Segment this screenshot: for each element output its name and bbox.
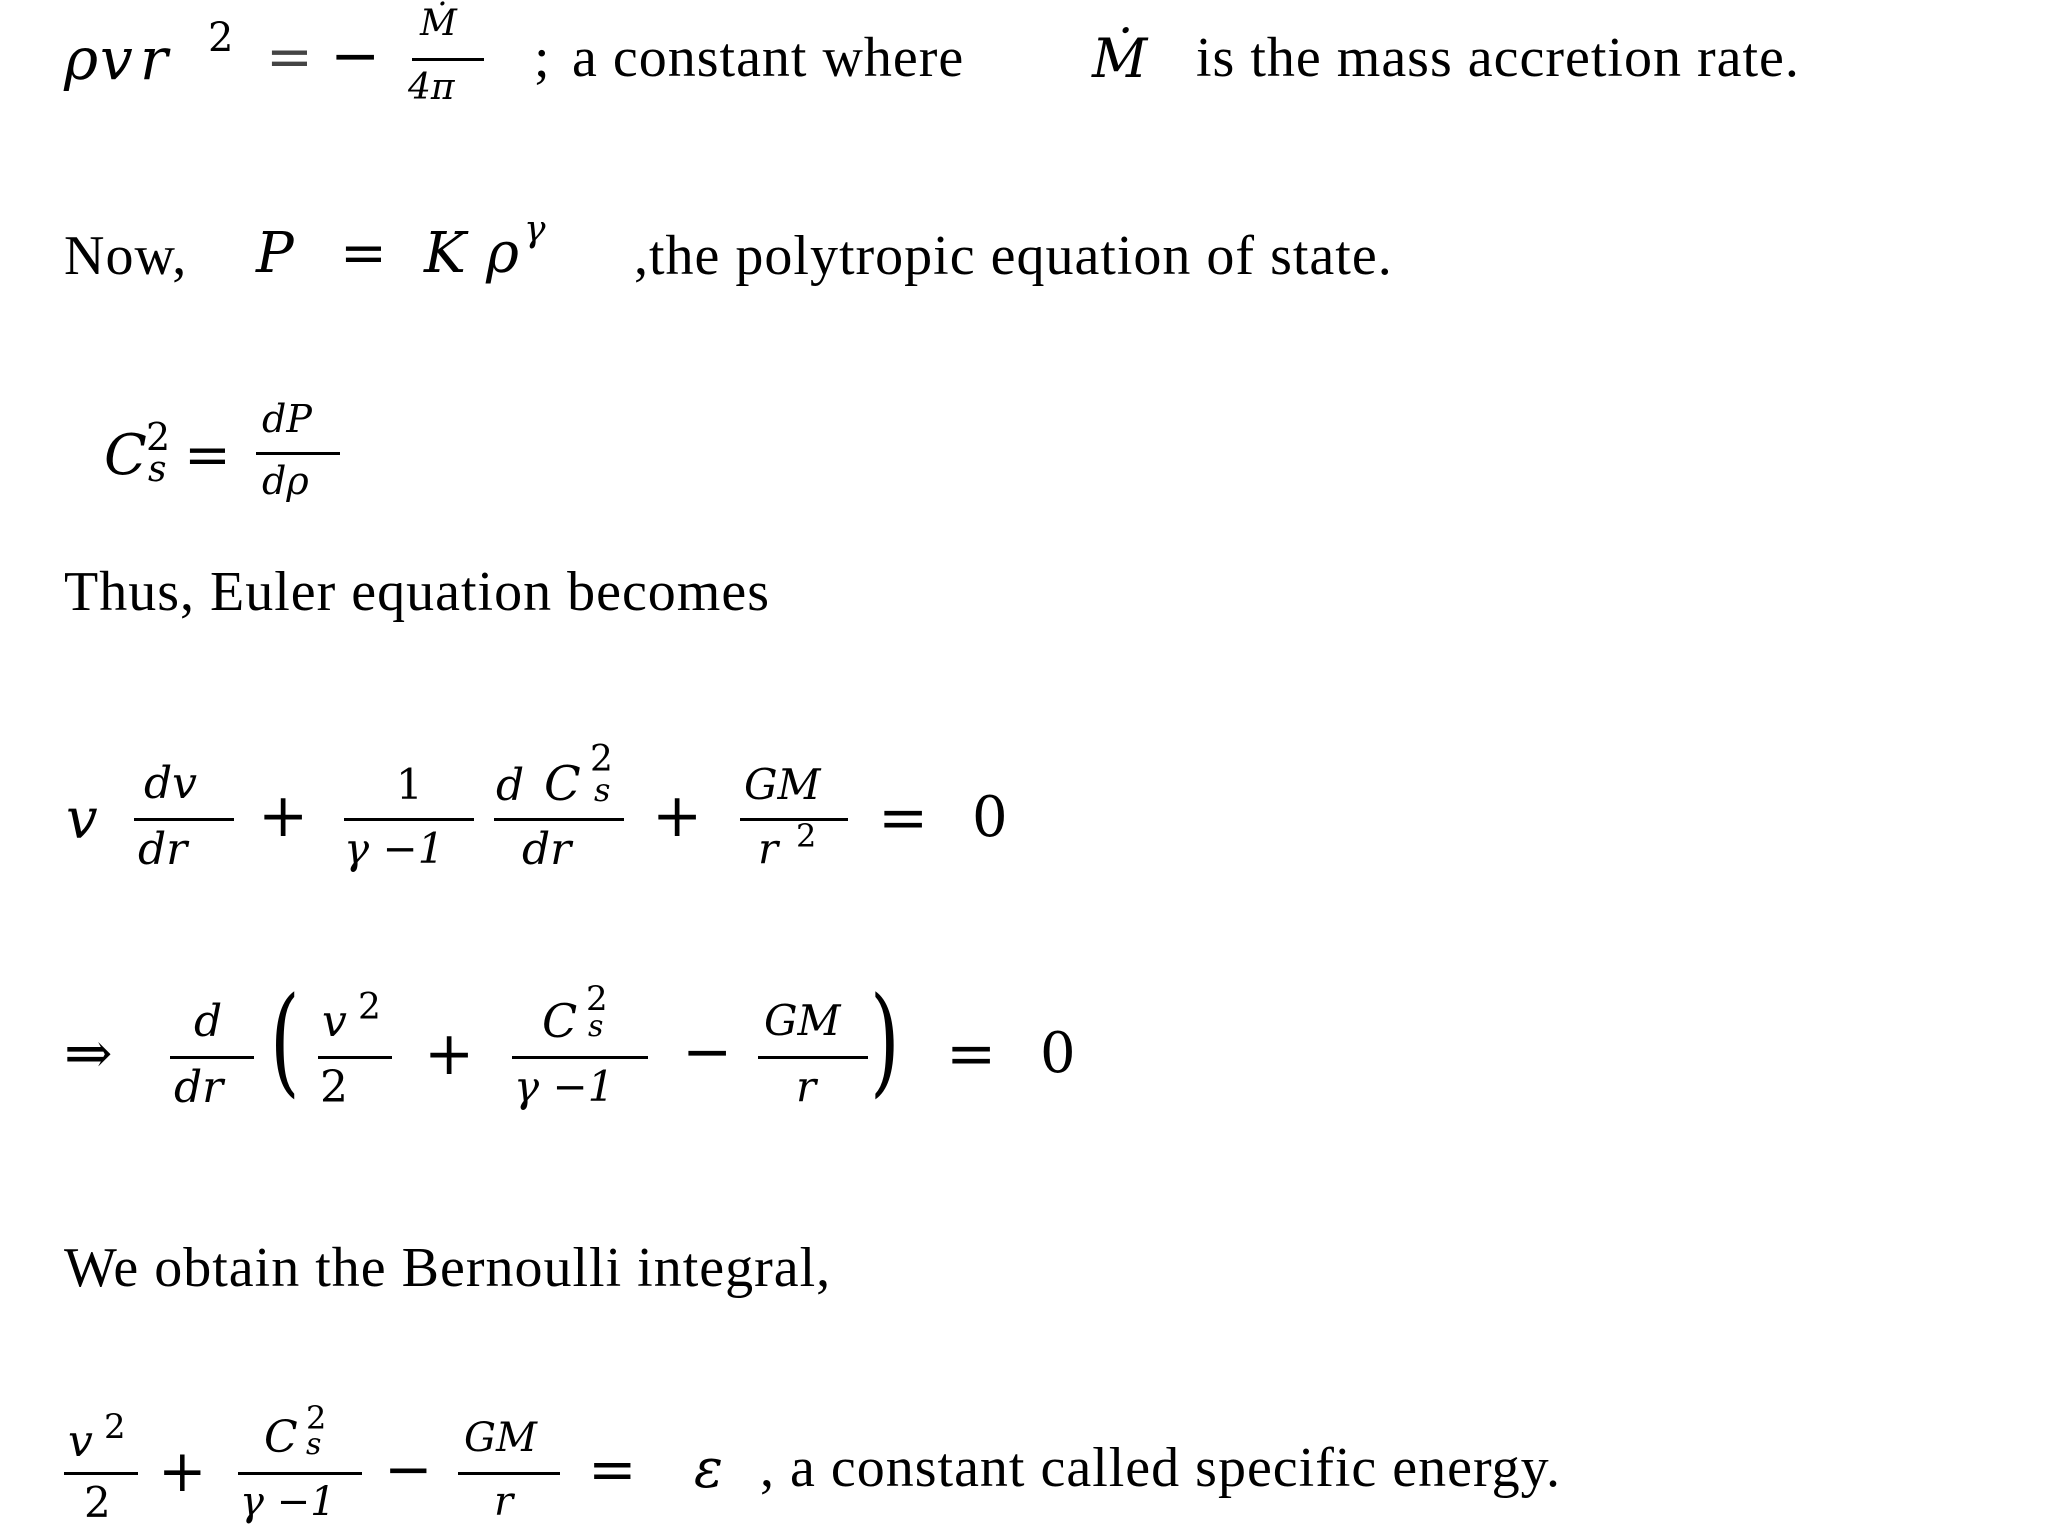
- eq5-d-bar: [170, 1056, 254, 1059]
- eq6-equals: =: [588, 1435, 637, 1503]
- eq1-num-mdot: Ṁ: [420, 3, 457, 44]
- bernoulli-intro-text: We obtain the Bernoulli integral,: [64, 1237, 832, 1299]
- eq5-implies: ⇒: [64, 1019, 113, 1087]
- bernoulli-equation: [0, 1400, 2048, 1536]
- eq6-b-num-C: C: [264, 1412, 298, 1463]
- eq4-v: v: [66, 787, 98, 852]
- eq5-c-num: GM: [764, 996, 841, 1045]
- eq4-f3-num-sub: s: [594, 771, 611, 809]
- eq5-equals: =: [946, 1019, 997, 1089]
- eq5-a-den: 2: [320, 1062, 348, 1113]
- eq5-a-num-sup: 2: [358, 987, 381, 1028]
- eq2-now: Now,: [64, 225, 188, 287]
- eq6-b-num-sup: 2: [306, 1399, 327, 1437]
- eq4-f1-den: dr: [138, 824, 188, 875]
- eq1-text-b: is the mass accretion rate.: [1196, 27, 1800, 89]
- eq3-C: C: [104, 423, 147, 488]
- eq2-P: P: [256, 221, 294, 286]
- eq3-num: dP: [262, 397, 312, 441]
- eq5-a-bar: [318, 1056, 392, 1059]
- eq5-d-num: d: [194, 996, 223, 1047]
- derivative-equation: [0, 971, 1200, 1130]
- eq4-zero: 0: [972, 785, 1008, 850]
- eq6-c-num: GM: [464, 1415, 537, 1461]
- continuity-equation: [0, 0, 2048, 120]
- eq4-f2-den: γ −1: [344, 824, 445, 873]
- eq6-epsilon: ε: [694, 1437, 723, 1500]
- eq3-fraction-bar: [256, 452, 340, 455]
- eq4-f4-bar: [740, 818, 848, 821]
- eq4-f4-num: GM: [744, 760, 821, 809]
- eq1-v: v: [100, 25, 133, 93]
- eq6-b-bar: [238, 1472, 362, 1475]
- eq6-b-den: γ −1: [240, 1479, 336, 1525]
- eq1-equals: =: [266, 25, 313, 90]
- euler-intro-text: Thus, Euler equation becomes: [64, 561, 771, 623]
- eq1-minus: −: [330, 21, 381, 91]
- eq1-text-a: a constant where: [572, 27, 965, 89]
- eq2-equals: =: [340, 221, 387, 286]
- eq6-c-den: r: [494, 1479, 514, 1525]
- eq5-a-num: v: [322, 996, 347, 1047]
- eq6-plus: +: [158, 1437, 207, 1505]
- eq4-f3-num-d: d: [496, 760, 525, 811]
- eq4-f2-bar: [344, 818, 474, 821]
- eq4-f3-den: dr: [522, 824, 572, 875]
- eq1-rho: ρ: [64, 25, 99, 93]
- eq5-b-bar: [512, 1056, 648, 1059]
- eq5-d-den: dr: [174, 1062, 224, 1113]
- eq4-f4-den-sup: 2: [796, 817, 817, 855]
- eq2-rho: ρ: [486, 221, 519, 286]
- eq5-right-paren: ): [870, 971, 900, 1110]
- eq3-sub: s: [148, 449, 167, 490]
- polytropic-equation: [0, 200, 2048, 300]
- eq2-K: K: [424, 221, 466, 286]
- eq6-a-den: 2: [84, 1478, 111, 1527]
- sound-speed-equation: [0, 390, 600, 520]
- eq1-fraction-bar: [412, 58, 484, 61]
- euler-equation: [0, 740, 1200, 890]
- eq2-text: ,the polytropic equation of state.: [634, 225, 1393, 287]
- eq4-f4-den: r: [758, 824, 779, 873]
- eq4-f3-num-C: C: [544, 756, 581, 812]
- eq1-exponent: 2: [208, 15, 234, 61]
- eq5-zero: 0: [1040, 1021, 1076, 1086]
- eq6-text: , a constant called specific energy.: [760, 1437, 1561, 1499]
- eq3-equals: =: [184, 423, 231, 488]
- eq1-semicolon: ;: [534, 27, 551, 89]
- eq3-sup: 2: [146, 415, 171, 459]
- eq1-r: r: [140, 25, 168, 93]
- eq3-den: dρ: [262, 459, 309, 503]
- eq2-gamma: γ: [524, 209, 546, 250]
- eq1-mdot: Ṁ: [1092, 27, 1148, 90]
- eq5-plus: +: [424, 1019, 475, 1089]
- eq4-plus1: +: [258, 781, 309, 851]
- eq1-den-4pi: 4π: [408, 67, 455, 108]
- eq5-b-den: γ −1: [514, 1062, 615, 1111]
- eq4-f3-num-sup: 2: [590, 739, 613, 780]
- eq6-minus: −: [384, 1435, 433, 1503]
- eq6-a-bar: [64, 1472, 138, 1475]
- eq6-a-num: v: [68, 1416, 93, 1467]
- eq5-c-den: r: [796, 1062, 817, 1111]
- eq6-c-bar: [458, 1472, 560, 1475]
- eq4-plus2: +: [652, 781, 703, 851]
- eq5-minus: −: [682, 1017, 733, 1087]
- eq5-c-bar: [758, 1056, 868, 1059]
- eq4-f2-num: 1: [396, 760, 423, 809]
- eq5-b-num-C: C: [542, 994, 578, 1048]
- eq6-a-num-sup: 2: [104, 1407, 126, 1447]
- eq5-b-num-sub: s: [588, 1009, 604, 1044]
- eq4-f1-bar: [134, 818, 234, 821]
- eq5-left-paren: (: [270, 971, 300, 1110]
- eq5-b-num-sup: 2: [586, 979, 608, 1019]
- eq4-f3-bar: [494, 818, 624, 821]
- eq4-f1-num: dv: [144, 758, 198, 809]
- eq6-b-num-sub: s: [306, 1427, 322, 1462]
- eq4-equals: =: [878, 783, 929, 853]
